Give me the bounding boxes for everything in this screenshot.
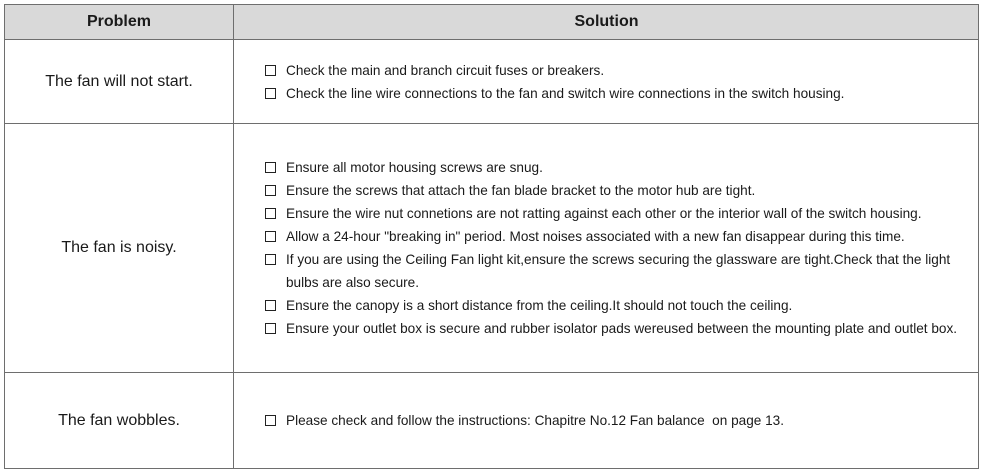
solution-cell	[234, 124, 979, 372]
header-solution: Solution	[574, 13, 639, 30]
solution-text: Check the line wire connections to the fan and switch wire connections in the switch housing.	[286, 85, 845, 101]
checkbox-icon	[265, 415, 276, 426]
checkbox-icon	[265, 162, 276, 173]
header-problem: Problem	[86, 13, 151, 30]
table-header	[5, 5, 978, 40]
solution-item	[265, 59, 979, 82]
problem-cell: The fan wobbles.	[58, 411, 180, 429]
table-row	[5, 40, 978, 124]
solution-item	[265, 409, 979, 432]
checkbox-icon	[265, 65, 276, 76]
column-divider	[233, 5, 234, 468]
checkbox-icon	[265, 88, 276, 99]
solution-cell	[234, 373, 979, 468]
solution-text: Ensure all motor housing screws are snug.	[286, 160, 543, 175]
solution-item	[265, 156, 979, 179]
checkbox-icon	[265, 300, 276, 311]
solution-text: bulbs are also secure.	[286, 275, 419, 290]
table-row	[5, 124, 978, 373]
solution-item	[265, 248, 979, 271]
solution-text: Ensure the screws that attach the fan blade bracket to the motor hub are tight.	[286, 183, 756, 198]
solution-item-continued	[265, 271, 979, 294]
problem-cell: The fan is noisy.	[61, 239, 177, 256]
solution-item	[265, 82, 979, 105]
checkbox-icon	[265, 185, 276, 196]
solution-cell	[234, 40, 979, 123]
troubleshooting-table	[4, 4, 979, 469]
solution-text: Ensure the canopy is a short distance from the ceiling.It should not touch the ceiling.	[286, 298, 793, 313]
solution-item	[265, 179, 979, 202]
solution-text: Check the main and branch circuit fuses or breakers.	[286, 62, 605, 78]
solution-text: Ensure the wire nut connetions are not ratting against each other or the interior wall of the switch housing.	[286, 206, 922, 221]
checkbox-icon	[265, 208, 276, 219]
table-row	[5, 373, 978, 468]
solution-text: Please check and follow the instructions: Chapitre No.12 Fan balance on page 13.	[286, 413, 784, 428]
solution-text: If you are using the Ceiling Fan light kit,ensure the screws securing the glassware are tight.Check that the light	[286, 252, 951, 267]
checkbox-icon	[265, 254, 276, 265]
solution-item	[265, 225, 979, 248]
checkbox-icon	[265, 231, 276, 242]
solution-item	[265, 294, 979, 317]
checkbox-icon	[265, 323, 276, 334]
solution-text: Ensure your outlet box is secure and rubber isolator pads wereused between the mounting plate and outlet box.	[286, 321, 958, 336]
problem-cell: The fan will not start.	[45, 72, 193, 90]
solution-item	[265, 202, 979, 225]
solution-text: Allow a 24-hour "breaking in" period. Most noises associated with a new fan disappear during this time.	[286, 229, 905, 244]
solution-item	[265, 317, 979, 340]
